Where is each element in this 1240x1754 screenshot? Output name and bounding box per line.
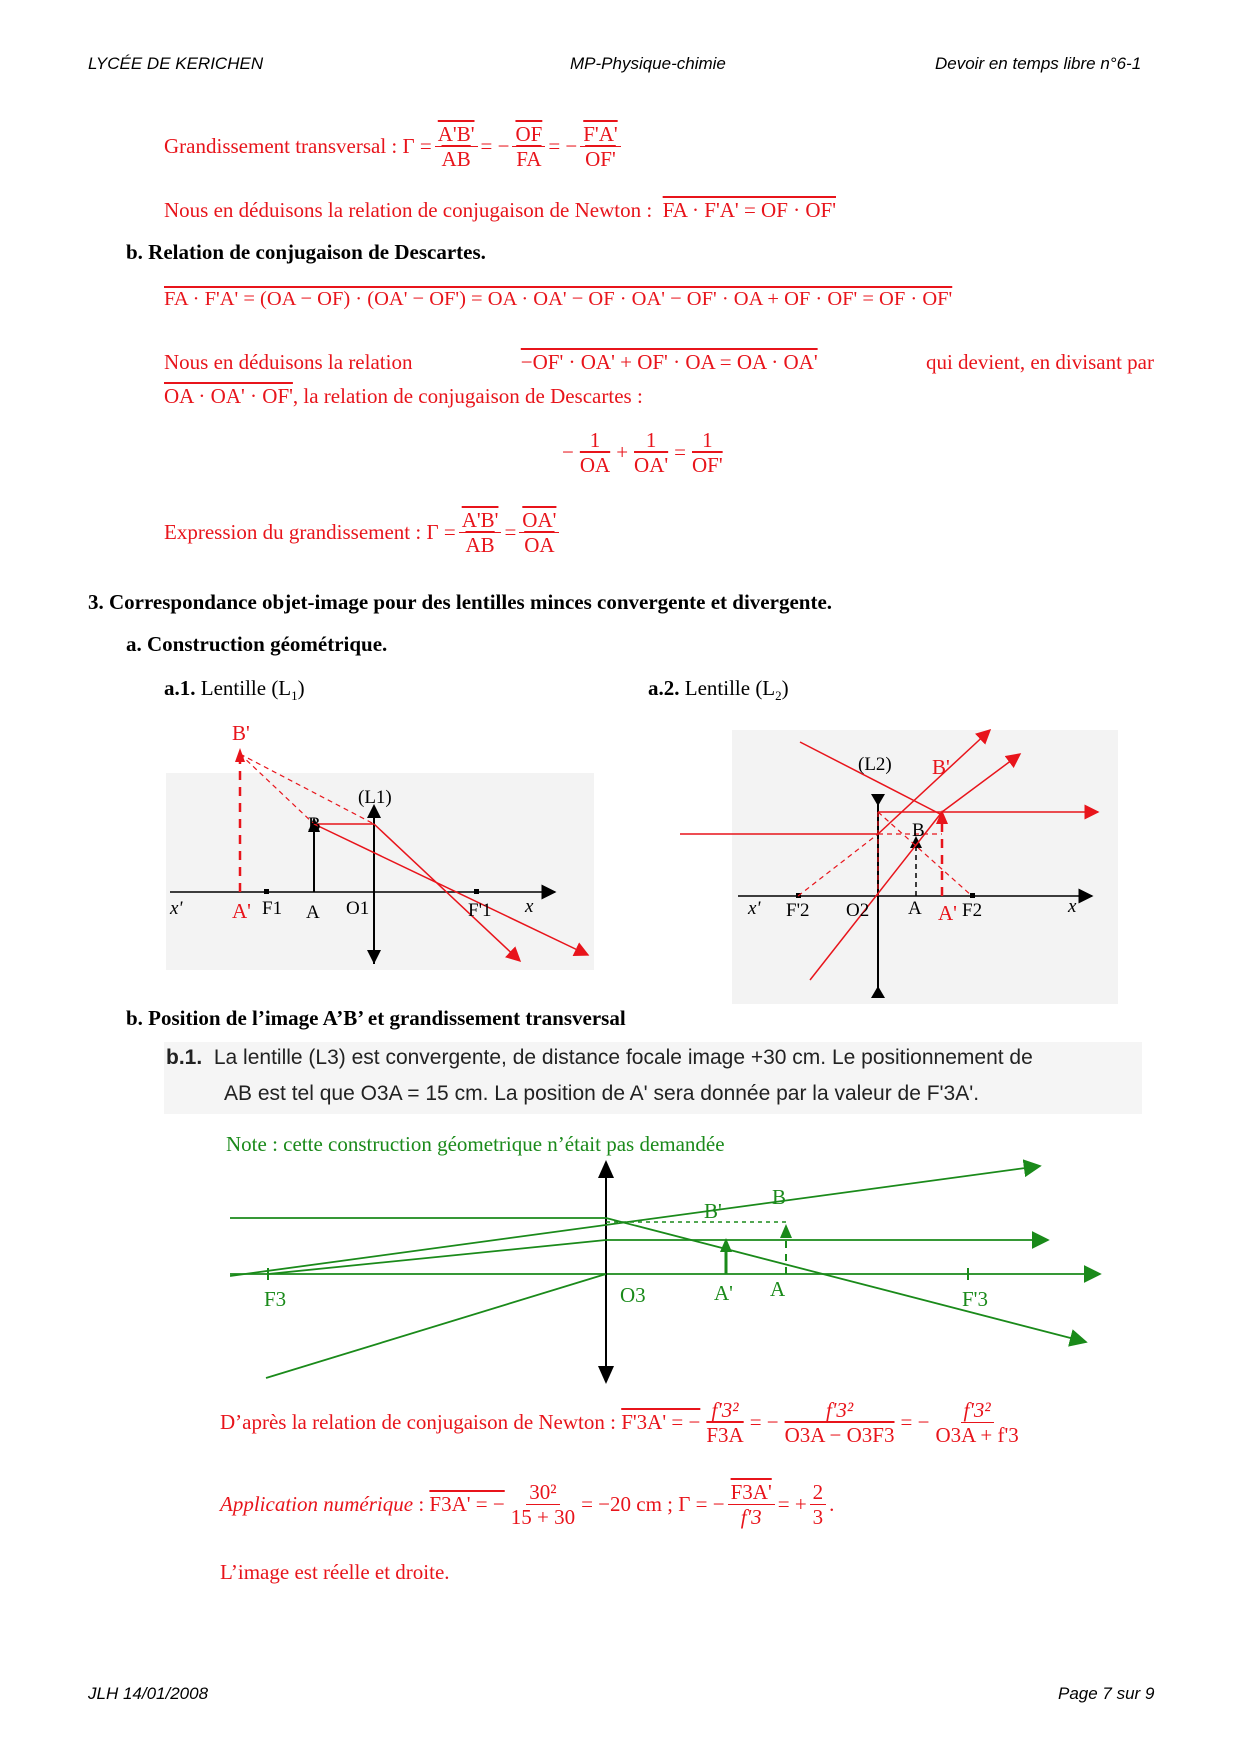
label-b: B bbox=[772, 1185, 787, 1209]
footer-author-date: JLH 14/01/2008 bbox=[88, 1684, 209, 1703]
label-a: A bbox=[908, 898, 922, 919]
label-o1: O1 bbox=[346, 898, 370, 919]
label-f1: F1 bbox=[262, 898, 283, 919]
frac-num: 1 bbox=[643, 428, 660, 453]
object-arrowhead bbox=[780, 1224, 792, 1238]
label-a: A bbox=[770, 1277, 786, 1301]
label-f2: F2 bbox=[962, 900, 983, 921]
figure-lens-2 bbox=[680, 690, 1120, 1004]
label-a: A bbox=[306, 902, 320, 923]
newton-l3-label: D’après la relation de conjugaison de Newton : bbox=[220, 1410, 616, 1435]
frac-num: f'3² bbox=[961, 1398, 994, 1423]
lens-2-label: (L bbox=[755, 676, 776, 700]
subsection-title-a: a. Construction géométrique. bbox=[126, 632, 388, 656]
gamma-symbol: Γ = bbox=[402, 134, 432, 159]
frac-num: f'3² bbox=[823, 1398, 856, 1423]
frac-den: OF' bbox=[585, 147, 616, 172]
lens-1-text: Lentille bbox=[200, 676, 267, 700]
section-title-3: 3. Correspondance objet-image pour des lentilles minces convergente et divergente. bbox=[88, 590, 833, 614]
frac-den: OA bbox=[524, 533, 555, 558]
footer-page-number: Page 7 sur 9 bbox=[1058, 1684, 1155, 1703]
ray-refracted bbox=[606, 1218, 1086, 1342]
frac-num: $\overline{OF}$ bbox=[512, 122, 545, 147]
frac-den: O3A + f'3 bbox=[935, 1423, 1019, 1448]
frac-num: OA' bbox=[519, 508, 559, 533]
equals-minus: = − bbox=[749, 1410, 779, 1435]
label-x: x bbox=[1068, 896, 1077, 917]
figure-background bbox=[732, 730, 1118, 1004]
header-assignment: Devoir en temps libre n°6-1 bbox=[935, 54, 1142, 73]
frac-num: F3A' bbox=[728, 1480, 775, 1505]
focal-point-mark bbox=[970, 893, 975, 898]
expression-label: Expression du grandissement : bbox=[164, 520, 422, 545]
newton-equation: FA · F'A' = OF · OF' bbox=[662, 198, 836, 222]
label-o3: O3 bbox=[620, 1283, 646, 1307]
lens-1-sub: 1 bbox=[291, 688, 298, 704]
label-f3-prime: F'3 bbox=[962, 1287, 988, 1311]
lens-bottom-arrow bbox=[598, 1366, 614, 1384]
derivation-text-3: , la relation de conjugaison de Descartes : bbox=[292, 384, 643, 408]
header-course: MP-Physique-chimie bbox=[570, 54, 726, 73]
construction-note: Note : cette construction géometrique n’était pas demandée bbox=[226, 1132, 725, 1156]
divisor-expression: OA · OA' · OF' bbox=[164, 384, 293, 408]
label-x-prime: x' bbox=[748, 898, 761, 919]
newton-relation-line bbox=[164, 198, 836, 223]
frac-num: 30² bbox=[526, 1480, 559, 1505]
lens-2-sub: 2 bbox=[775, 688, 782, 704]
frac-num: 2 bbox=[810, 1480, 827, 1505]
colon: : bbox=[418, 1492, 425, 1517]
plus-sign: + bbox=[616, 440, 629, 465]
numerical-lhs: F3A' = − bbox=[429, 1492, 505, 1517]
label-b-prime: B' bbox=[232, 721, 250, 745]
equals-plus: = + bbox=[777, 1492, 807, 1517]
label-a-prime: A' bbox=[714, 1281, 733, 1305]
lens-2-number: a.2. bbox=[648, 676, 680, 700]
frac-den: OF' bbox=[692, 453, 723, 478]
frac-num: 1 bbox=[587, 428, 604, 453]
label-f1-prime: F'1 bbox=[468, 900, 492, 921]
descartes-derivation-line1 bbox=[164, 350, 1154, 375]
lens-top-arrow bbox=[598, 1160, 614, 1178]
frac-den: f'3 bbox=[740, 1505, 762, 1530]
derivation-text-1: Nous en déduisons la relation bbox=[164, 350, 413, 374]
gamma-lhs: Γ = − bbox=[678, 1492, 725, 1517]
magnification-formula bbox=[164, 122, 624, 171]
lens-1-heading bbox=[164, 676, 305, 704]
ray-incident bbox=[268, 1240, 606, 1274]
label-x-prime: x' bbox=[170, 898, 183, 919]
lens-1-number: a.1. bbox=[164, 676, 196, 700]
ray-focal bbox=[230, 1166, 1040, 1276]
lens-1-close: ) bbox=[297, 676, 305, 700]
frac-den: O3A − O3F3 bbox=[784, 1423, 895, 1448]
magnification-label: Grandissement transversal : bbox=[164, 134, 398, 159]
frac-den: 15 + 30 bbox=[510, 1505, 576, 1530]
descartes-derivation-line2 bbox=[164, 384, 643, 409]
numerical-label: Application numérique bbox=[220, 1492, 414, 1517]
frac-den: 3 bbox=[812, 1505, 824, 1530]
label-b: B bbox=[308, 814, 321, 835]
frac-num: f'3² bbox=[708, 1398, 741, 1423]
header-school: LYCÉE DE KERICHEN bbox=[88, 54, 264, 73]
descartes-formula bbox=[562, 428, 729, 477]
derivation-text-2: qui devient, en divisant par bbox=[925, 350, 1154, 374]
equals-minus: = − bbox=[900, 1410, 930, 1435]
lens-2-text: Lentille bbox=[684, 676, 751, 700]
numerical-application bbox=[220, 1480, 834, 1529]
label-lens: (L1) bbox=[358, 787, 392, 808]
section-title-descartes: b. Relation de conjugaison de Descartes. bbox=[126, 240, 486, 264]
label-f3: F3 bbox=[264, 1287, 287, 1311]
label-a-prime: A' bbox=[232, 899, 251, 923]
newton-l3-formula bbox=[220, 1398, 1025, 1447]
lens-1-label: (L bbox=[271, 676, 292, 700]
equals-minus: = − bbox=[480, 134, 510, 159]
equals-sign: = bbox=[504, 520, 517, 545]
label-b-prime: B' bbox=[704, 1199, 722, 1223]
focal-point-mark bbox=[474, 889, 479, 894]
frac-den: FA bbox=[516, 147, 542, 172]
frac-den: OA bbox=[579, 453, 611, 478]
newton-text: Nous en déduisons la relation de conjugaison de Newton : bbox=[164, 198, 653, 222]
frac-den: OA' bbox=[634, 453, 669, 478]
figure-lens-3 bbox=[230, 1156, 1130, 1388]
label-lens: (L2) bbox=[858, 754, 892, 775]
frac-num: A'B' bbox=[435, 122, 478, 147]
frac-den: F3A bbox=[706, 1423, 744, 1448]
period: . bbox=[829, 1492, 835, 1517]
problem-line-1 bbox=[166, 1046, 1033, 1070]
label-o2: O2 bbox=[846, 900, 870, 921]
label-x: x bbox=[525, 896, 534, 917]
label-b-prime: B' bbox=[932, 755, 950, 779]
equals-sign: = bbox=[674, 440, 686, 465]
conclusion: L’image est réelle et droite. bbox=[220, 1560, 450, 1584]
gamma-symbol: Γ = bbox=[426, 520, 456, 545]
frac-num: 1 bbox=[699, 428, 716, 453]
equals-minus: = − bbox=[548, 134, 578, 159]
lens-2-close: ) bbox=[781, 676, 789, 700]
problem-line-2: AB est tel que O3A = 15 cm. La position de A' sera donnée par la valeur de F'3A'. bbox=[224, 1082, 980, 1105]
descartes-chain: FA · F'A' = (OA − OF) · (OA' − OF') = OA · OA' − OF · OA' − OF' · OA + OF · OF' = OF · OF' bbox=[164, 288, 953, 310]
minus-sign: − bbox=[562, 440, 574, 465]
ray-center-in bbox=[266, 1274, 606, 1378]
derivation-equation: −OF' · OA' + OF' · OA = OA · OA' bbox=[520, 350, 818, 374]
image-arrowhead bbox=[235, 748, 245, 762]
figure-lens-1 bbox=[160, 718, 600, 970]
subsection-title-b: b. Position de l’image A’B’ et grandissement transversal bbox=[126, 1006, 626, 1030]
descartes-magnification bbox=[164, 508, 562, 557]
newton-l3-lhs: F'3A' = − bbox=[621, 1410, 701, 1435]
label-a-prime: A' bbox=[938, 901, 957, 925]
label-b: B bbox=[912, 820, 925, 841]
frac-num: A'B' bbox=[459, 508, 502, 533]
frac-num: F'A' bbox=[580, 122, 620, 147]
problem-number: b.1. bbox=[166, 1046, 203, 1069]
frac-den: AB bbox=[441, 147, 471, 172]
label-f2-prime: F'2 bbox=[786, 900, 810, 921]
focal-point-mark bbox=[264, 889, 269, 894]
numerical-result: = −20 cm ; bbox=[581, 1492, 674, 1517]
frac-den: AB bbox=[465, 533, 495, 558]
problem-text-1: La lentille (L3) est convergente, de distance focale image +30 cm. Le positionnement de bbox=[213, 1046, 1033, 1069]
